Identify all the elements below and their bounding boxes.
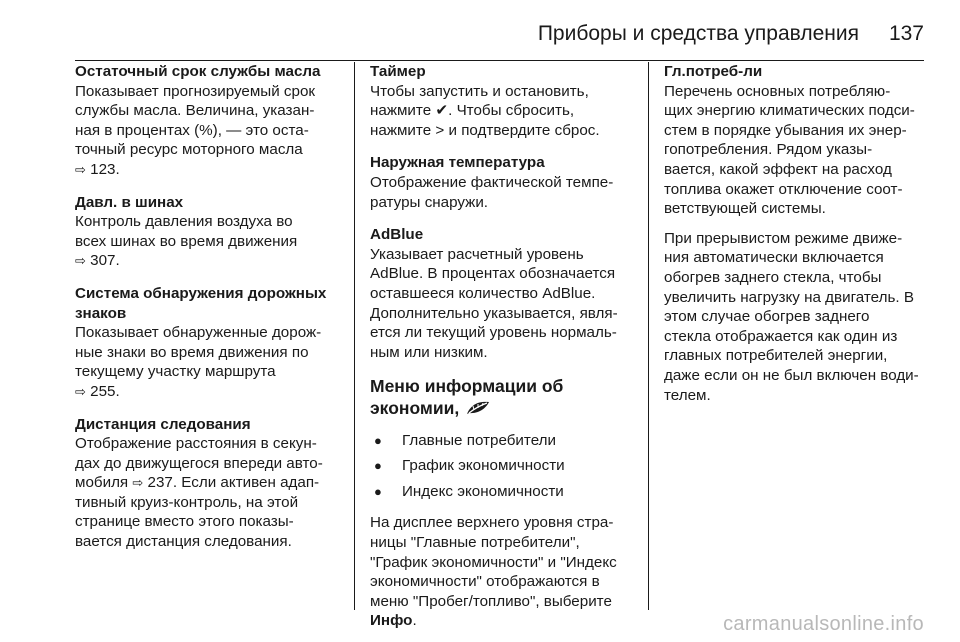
section-heading: Остаточный срок службы масла [75, 63, 321, 80]
text-line: экономичности" отображаются в [370, 573, 600, 591]
text-line: странице вместо этого показы- [75, 513, 294, 531]
chevron-right-icon: > [435, 121, 445, 139]
text-line: нажмите ✔. Чтобы сбросить, [370, 102, 575, 120]
text-line: Инфо. [370, 612, 417, 630]
section-heading: Таймер [370, 63, 426, 80]
text-line: всех шинах во время движения [75, 232, 298, 250]
page-ref[interactable]: ⇨ 255. [75, 382, 120, 400]
section-heading: Дистанция следования [75, 415, 251, 433]
page-reference-icon: ⇨ [75, 383, 86, 399]
text-line: ным или низким. [370, 343, 488, 361]
section-following-distance [75, 415, 347, 552]
text-line: увеличить нагрузку на двигатель. В [664, 288, 914, 306]
text-line: топлива окажет отключение соот- [664, 180, 903, 198]
list-item: ● Индекс экономичности [374, 482, 564, 500]
text-line: дах до движущегося впереди авто- [75, 454, 323, 472]
text-line: стем в порядке убывания их энер- [664, 121, 907, 139]
text-line: "График экономичности" и "Индекс [370, 553, 617, 571]
section-heading: Меню информации об [370, 376, 564, 397]
text-line: этом случае обогрев заднего [664, 308, 870, 326]
text-line: Указывает расчетный уровень [370, 245, 584, 263]
section-stop-start-note [664, 229, 932, 405]
section-traffic-signs [75, 284, 347, 402]
column-1 [75, 62, 347, 565]
watermark: carmanualsonline.info [723, 613, 924, 635]
text-line: ния автоматически включается [664, 249, 884, 267]
page-ref[interactable]: ⇨ 123. [75, 160, 120, 178]
page-reference-icon[interactable]: ⇨ [132, 475, 144, 491]
section-heading: Давл. в шинах [75, 193, 184, 211]
page-reference-icon: ⇨ [75, 161, 86, 177]
section-eco-menu [370, 375, 638, 420]
page-reference-icon: ⇨ [75, 253, 86, 269]
section-adblue [370, 225, 638, 362]
section-heading: AdBlue [370, 226, 424, 244]
section-tyre-pressure [75, 193, 347, 271]
section-heading: Система обнаружения дорожных [75, 284, 327, 302]
text-line: При прерывистом режиме движе- [664, 229, 903, 247]
text-line: меню "Пробег/топливо", выберите [370, 592, 612, 610]
column-3 [664, 62, 932, 418]
section-heading: знаков [75, 304, 127, 322]
text-line: AdBlue. В процентах обозначается [370, 265, 616, 283]
column-divider [354, 62, 355, 610]
text-line: текущему участку маршрута [75, 363, 276, 381]
text-line: нажмите > и подтвердите сброс. [370, 121, 600, 139]
list-item: ● График экономичности [374, 457, 565, 475]
text-line: даже если он не был включен води- [664, 366, 919, 384]
text-line: Дополнительно указывается, явля- [370, 304, 618, 322]
page-number: 137 [888, 22, 924, 45]
section-heading: Наружная температура [370, 154, 545, 172]
text-line: службы масла. Величина, указан- [75, 102, 315, 120]
text-line: Показывает обнаруженные дорож- [75, 324, 322, 342]
text-line: ницы "Главные потребители", [370, 534, 580, 552]
text-line: вается дистанция следования. [75, 533, 292, 551]
text-line: стекла отображается как один из [664, 327, 898, 345]
text-line: тивный круиз-контроль, на этой [75, 493, 299, 511]
text-line: Чтобы запустить и остановить, [370, 82, 589, 100]
text-line: ратуры снаружи. [370, 193, 489, 211]
text-line: ветствующей системы. [664, 200, 826, 218]
text-line: На дисплее верхнего уровня стра- [370, 514, 614, 532]
section-heading: Гл.потреб-ли [664, 63, 763, 80]
page-header [75, 22, 924, 61]
text-line: Контроль давления воздуха во [75, 213, 293, 231]
eco-leaf-icon [465, 399, 491, 421]
menu-item-info: Инфо [370, 612, 413, 630]
list-item: ● Главные потребители [374, 431, 556, 449]
text-line: Отображение расстояния в секун- [75, 435, 317, 453]
text-line: Показывает прогнозируемый срок [75, 82, 316, 100]
text-line: оставшееся количество AdBlue. [370, 284, 596, 302]
text-line: Отображение фактической темпе- [370, 173, 614, 191]
section-oil-life [75, 62, 347, 180]
text-line: мобиля ⇨ 237. Если активен адап- [75, 474, 320, 492]
page-title: Приборы и средства управления [537, 22, 859, 45]
text-line: обогрев заднего стекла, чтобы [664, 268, 882, 286]
eco-menu-list [370, 431, 638, 502]
text-line: телем. [664, 386, 711, 404]
section-heading: экономии, [370, 397, 638, 420]
column-2 [370, 62, 638, 631]
section-main-consumers [664, 62, 932, 219]
text-line: вается, какой эффект на расход [664, 160, 892, 178]
checkmark-icon: ✔ [435, 102, 449, 120]
text-line: точный ресурс моторного масла [75, 141, 303, 159]
text-line: главных потребителей энергии, [664, 347, 888, 365]
text-line: ные знаки во время движения по [75, 343, 309, 361]
text-line: гопотребления. Рядом указы- [664, 141, 873, 159]
text-line: щих энергию климатических подси- [664, 102, 915, 120]
text-line: Перечень основных потребляю- [664, 82, 891, 100]
column-divider [648, 62, 649, 610]
text-line: ная в процентах (%), — это оста- [75, 121, 309, 139]
section-outside-temperature [370, 153, 638, 212]
text-line: ется ли текущий уровень нормаль- [370, 324, 617, 342]
eco-menu-description [370, 513, 638, 631]
section-timer [370, 62, 638, 140]
page-ref[interactable]: ⇨ 307. [75, 252, 120, 270]
